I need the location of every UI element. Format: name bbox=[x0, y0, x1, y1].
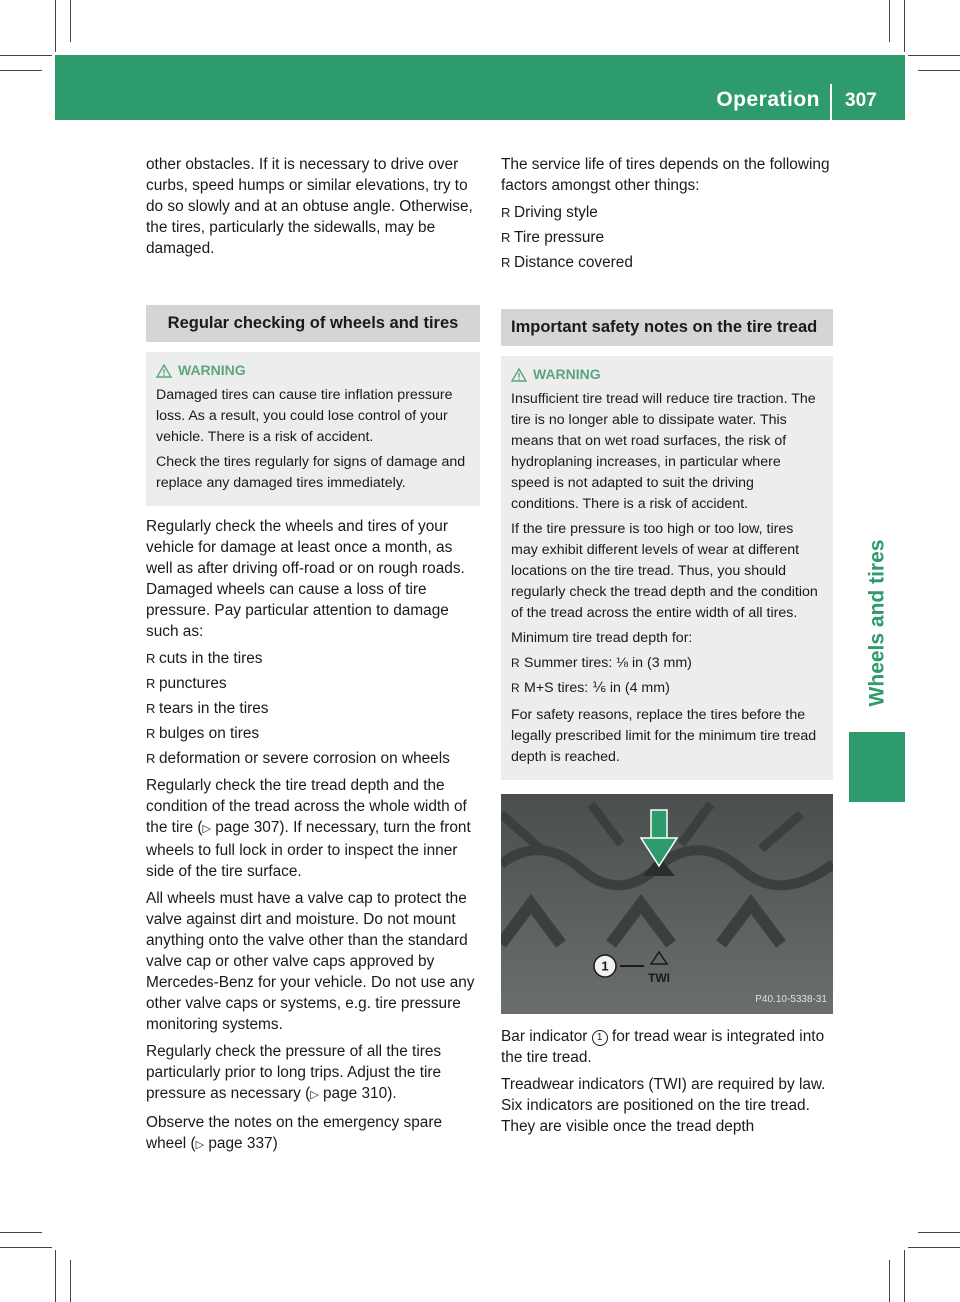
section-heading: Regular checking of wheels and tires bbox=[146, 305, 480, 342]
page-number: 307 bbox=[845, 90, 877, 111]
right-column bbox=[501, 154, 833, 1143]
side-tab-label: Wheels and tires bbox=[865, 539, 889, 707]
crop-mark bbox=[918, 1232, 960, 1233]
damage-list bbox=[146, 648, 480, 769]
page-reference-link[interactable]: page 310 bbox=[322, 1085, 388, 1102]
list-item: R bulges on tires bbox=[146, 723, 480, 744]
intro-paragraph: other obstacles. If it is necessary to drive over curbs, speed humps or similar elevations, try to do so slowly and at an obtuse angle. Otherwise, the tires, particularly the sidewalls, may be damaged. bbox=[146, 156, 473, 257]
warning-text: Minimum tire tread depth for: bbox=[511, 630, 693, 646]
text-run: Bar indicator bbox=[501, 1028, 592, 1045]
warning-text: Damaged tires can cause tire inflation pressure loss. As a result, you could lose control of your vehicle. There is a risk of accident. bbox=[156, 387, 453, 445]
chapter-title: Operation bbox=[716, 88, 820, 111]
list-item: R tears in the tires bbox=[146, 698, 480, 719]
crop-mark bbox=[0, 1232, 42, 1233]
figure-callout: 1 bbox=[601, 958, 609, 974]
warning-box bbox=[146, 352, 480, 506]
body-paragraph bbox=[146, 775, 480, 882]
crop-mark bbox=[0, 55, 52, 56]
list-item: R deformation or severe corrosion on wheels bbox=[146, 748, 480, 769]
callout-marker: 1 bbox=[592, 1030, 608, 1046]
tire-tread-illustration bbox=[501, 794, 833, 1014]
body-paragraph: All wheels must have a valve cap to protect the valve against dirt and moisture. Do not mount anything onto the valve other than the standard valve cap or other valve caps approved by Mercedes-Benz for your vehicle. Do not use any other valve caps or systems, e.g. tire pressure monitoring systems. bbox=[146, 890, 475, 1033]
section-heading: Important safety notes on the tire tread bbox=[501, 309, 833, 346]
header-divider bbox=[830, 84, 832, 120]
crop-mark bbox=[904, 0, 905, 52]
warning-label: WARNING bbox=[533, 366, 601, 382]
list-item: R M+S tires: ⅙ in (4 mm) bbox=[511, 678, 823, 699]
triangle-arrow-icon: ▷ bbox=[310, 1089, 319, 1101]
text-run: Regularly check the pressure of all the tires particularly prior to long trips. Adjust the tire pressure as necessary ( bbox=[146, 1043, 442, 1102]
page-reference-link[interactable]: page 337 bbox=[208, 1135, 273, 1152]
crop-mark bbox=[904, 1250, 905, 1302]
crop-mark bbox=[70, 0, 71, 42]
factors-list bbox=[501, 202, 833, 273]
text-run: ). If necessary, turn the front wheels to full lock in order to inspect the inner side of the tire surface. bbox=[146, 819, 471, 880]
text-run: ). bbox=[387, 1085, 397, 1102]
intro-paragraph: The service life of tires depends on the following factors amongst other things: bbox=[501, 156, 830, 194]
list-item: R punctures bbox=[146, 673, 480, 694]
warning-title bbox=[156, 360, 470, 381]
triangle-arrow-icon: ▷ bbox=[195, 1139, 205, 1151]
list-item: R Summer tires: ⅛ in (3 mm) bbox=[511, 653, 823, 674]
crop-mark bbox=[0, 1247, 52, 1248]
list-item: R Tire pressure bbox=[501, 227, 833, 248]
text-run: Observe the notes on the emergency spare wheel ( bbox=[146, 1114, 443, 1152]
tire-tread-figure bbox=[501, 794, 833, 1014]
warning-text: If the tire pressure is too high or too low, tires may exhibit different levels of wear at different locations on the tire tread. Thus, you should regularly check the tread depth and the condition of the tread across the entire width of all tires. bbox=[511, 521, 818, 621]
warning-triangle-icon bbox=[511, 368, 527, 382]
list-item: R Driving style bbox=[501, 202, 833, 223]
crop-mark bbox=[70, 1260, 71, 1302]
warning-text: Check the tires regularly for signs of damage and replace any damaged tires immediately. bbox=[156, 454, 466, 491]
body-paragraph bbox=[501, 1026, 833, 1068]
body-paragraph: Regularly check the wheels and tires of your vehicle for damage at least once a month, as well as after driving off-road or on rough roads. Damaged wheels can cause a loss of tire pressure. Pay particular attention to damage such as: bbox=[146, 518, 465, 640]
crop-mark bbox=[889, 1260, 890, 1302]
body-paragraph bbox=[146, 1041, 480, 1106]
warning-text: For safety reasons, replace the tires before the legally prescribed limit for the minimum tire tread depth is reached. bbox=[511, 707, 817, 765]
list-item: R Distance covered bbox=[501, 252, 833, 273]
text-run: Regularly check the tire tread depth and the condition of the tread across the whole width of the tire ( bbox=[146, 777, 467, 836]
section-side-tab bbox=[849, 518, 905, 728]
crop-mark bbox=[55, 1250, 56, 1302]
text-run: for tread wear is integrated into the tire tread. bbox=[501, 1028, 825, 1066]
left-column bbox=[146, 154, 480, 1162]
crop-mark bbox=[908, 55, 960, 56]
warning-label: WARNING bbox=[178, 362, 246, 378]
spacer bbox=[501, 279, 833, 309]
crop-mark bbox=[0, 70, 42, 71]
tread-depth-list bbox=[511, 653, 823, 699]
side-tab-marker bbox=[849, 732, 905, 802]
text-run: ) bbox=[272, 1135, 278, 1152]
spacer bbox=[146, 265, 480, 305]
crop-mark bbox=[889, 0, 890, 42]
warning-title bbox=[511, 364, 823, 385]
warning-text: Insufficient tire tread will reduce tire traction. The tire is no longer able to dissipate water. This means that on wet road surfaces, the risk of hydroplaning increases, in particular where speed is not adapted to suit the driving conditions. There is a risk of accident. bbox=[511, 391, 816, 512]
crop-mark bbox=[918, 70, 960, 71]
page-reference-link[interactable]: page 307 bbox=[215, 819, 280, 836]
crop-mark bbox=[908, 1247, 960, 1248]
crop-mark bbox=[55, 0, 56, 52]
triangle-arrow-icon: ▷ bbox=[202, 823, 211, 835]
warning-box bbox=[501, 356, 833, 780]
twi-label: TWI bbox=[648, 971, 670, 985]
body-paragraph: Treadwear indicators (TWI) are required by law. Six indicators are positioned on the tire tread. They are visible once the tread depth bbox=[501, 1076, 826, 1135]
body-paragraph bbox=[146, 1112, 480, 1156]
warning-triangle-icon bbox=[156, 364, 172, 378]
list-item: R cuts in the tires bbox=[146, 648, 480, 669]
figure-code: P40.10-5338-31 bbox=[755, 994, 827, 1005]
